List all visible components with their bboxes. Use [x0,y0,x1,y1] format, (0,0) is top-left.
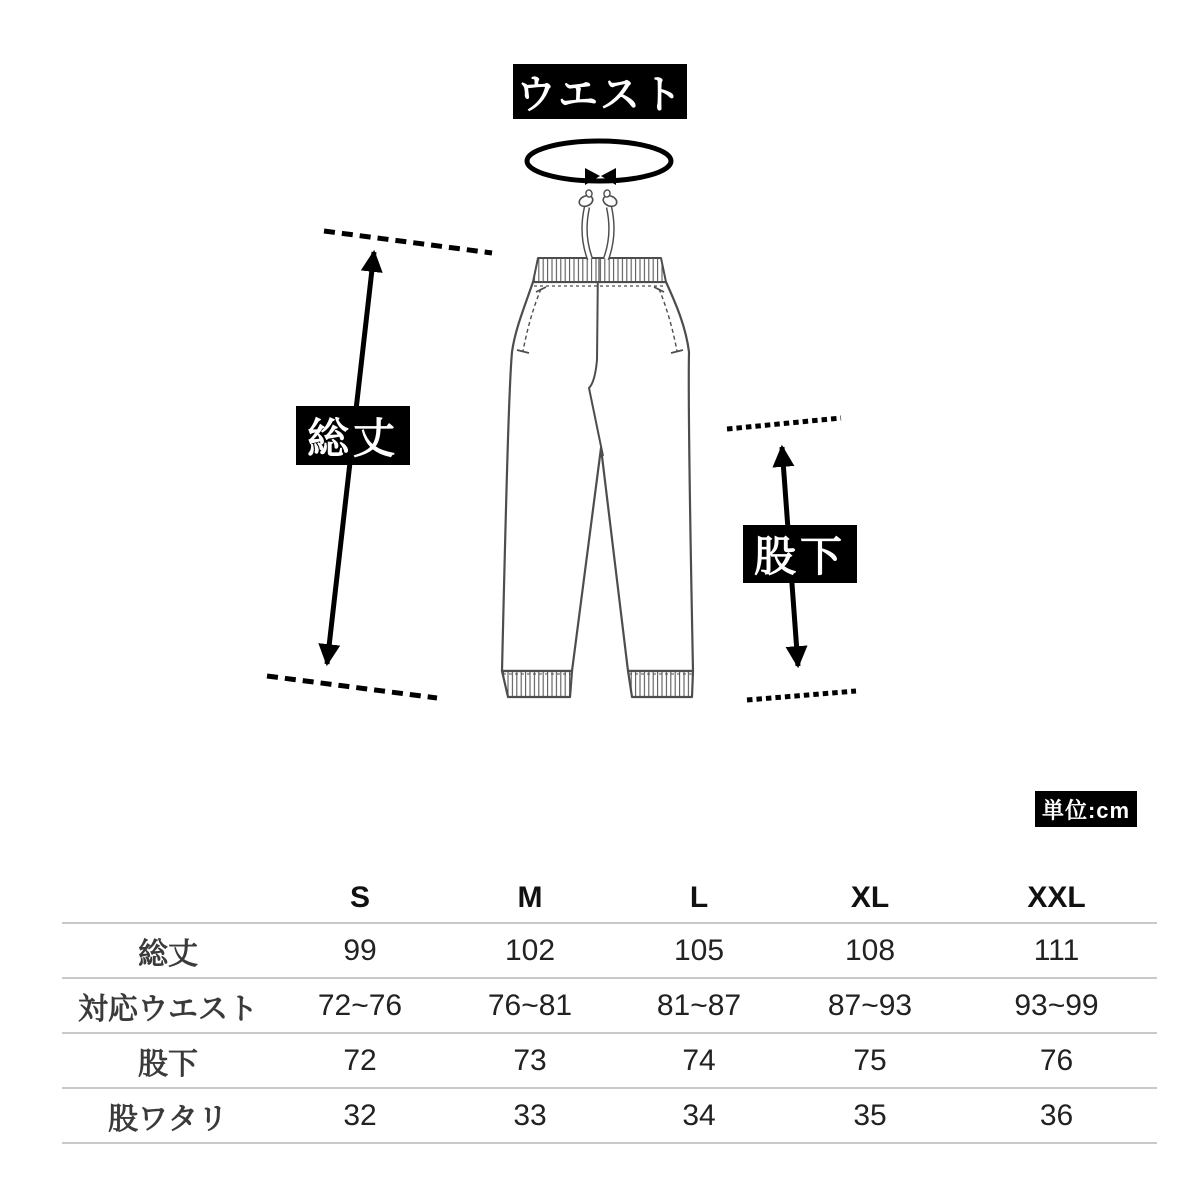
cell: 81~87 [656,988,742,1022]
col-header-xl: XL [850,881,890,914]
cell: 87~93 [827,988,913,1022]
col-header-l: L [689,881,709,914]
col-header-xxl: XXL [1027,881,1086,914]
inseam-top-guide [727,418,841,429]
cell: 36 [1039,1098,1074,1132]
size-table-header-row [62,874,1157,923]
cell: 73 [513,1043,547,1077]
cell: 72 [343,1043,377,1077]
cell: 76~81 [487,988,573,1022]
cell: 111 [1033,933,1080,967]
cell: 99 [343,933,377,967]
cell: 102 [504,933,556,967]
pants-sketch [502,189,693,697]
col-header-m: M [517,881,543,914]
cell: 34 [682,1098,716,1132]
waist-label: ウエスト [513,64,687,119]
inseam-bottom-guide [747,691,856,700]
table-row-total-length [62,923,1157,978]
cell: 76 [1039,1043,1074,1077]
total-length-bottom-guide [267,676,437,698]
row-label: 対応ウエスト [78,992,258,1026]
table-row-fit-waist [62,978,1157,1033]
cell: 93~99 [1014,988,1099,1022]
cuff-left [502,671,572,697]
cell: 108 [844,933,896,967]
size-table [62,874,1157,1144]
unit-badge: 単位:cm [1035,791,1137,827]
inseam-label: 股下 [743,525,857,583]
cell: 35 [853,1098,887,1132]
waistband [533,258,666,286]
corner-cell [62,874,274,923]
cell: 105 [673,933,725,967]
cuff-right [628,671,693,697]
table-row-inseam [62,1033,1157,1088]
cell: 33 [513,1098,547,1132]
row-label: 股下 [138,1047,198,1081]
cell: 72~76 [317,988,403,1022]
drawstring-right-icon [602,189,619,259]
cell: 75 [853,1043,887,1077]
drawstring-left-icon [578,189,595,259]
total-length-top-guide [324,231,492,253]
col-header-s: S [349,881,370,914]
cell: 32 [343,1098,377,1132]
row-label: 総丈 [138,937,198,971]
total-length-label: 総丈 [296,406,410,465]
table-row-thigh-width [62,1088,1157,1143]
waist-measure-ellipse-icon [527,141,671,185]
cell: 74 [682,1043,716,1077]
row-label: 股ワタリ [108,1102,228,1136]
